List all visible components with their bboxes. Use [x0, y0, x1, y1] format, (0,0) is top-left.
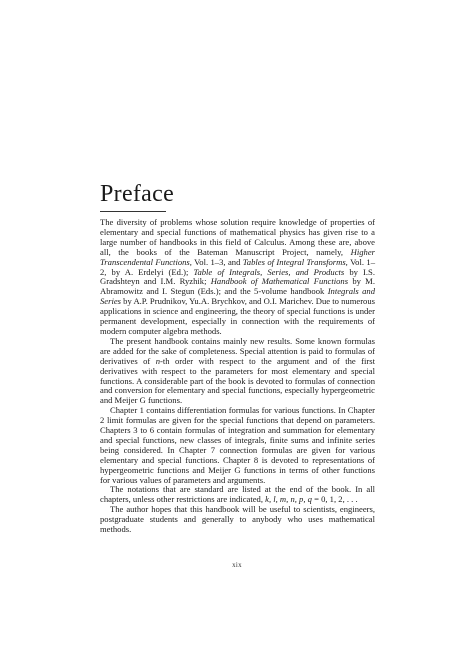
- paragraph-text: = 0, 1, 2, . . .: [311, 494, 358, 505]
- chapter-title: Preface: [100, 181, 175, 207]
- italic-title-text: k, l, m, n, p, q: [265, 494, 312, 505]
- italic-title-text: Integrals and Series: [100, 286, 376, 307]
- paragraph-text: The notations that are standard are listed at the end of the book. In all chapters, unless other restrictions are indicated,: [100, 484, 375, 505]
- paragraph-text: by M. Abramowitz and I. Stegun (Eds.); and the 5-volume handbook: [100, 276, 375, 297]
- paragraph-text: by I.S. Gradshteyn and I.M. Ryzhik;: [100, 266, 375, 287]
- preface-paragraph: [100, 337, 375, 406]
- italic-title-text: Higher Transcendental Functions: [100, 246, 375, 267]
- paragraph-text: , Vol. 1–2, by A. Erdelyi (Ed.);: [100, 256, 375, 277]
- paragraph-text: The author hopes that this handbook will be useful to scientists, engineers, postgraduate students and generally to anybody who uses mathematical methods.: [100, 504, 375, 535]
- paragraph-text: , Vol. 1–3, and: [189, 256, 243, 267]
- paragraph-text: The diversity of problems whose solution require knowledge of properties of elementary and special functions of mathematical physics has given rise to a large number of handbooks in this field of Calculus. Among these are, above all, the books of the Bateman Manuscript Project, namely,: [100, 217, 375, 257]
- paragraph-text: -th order with respect to the argument and of the first derivatives with respect to the parameters for most elementary and special functions. A considerable part of the book is devoted to formulas of connection and conversion for elementary and special functions, especially hypergeometric and Meijer G functions.: [100, 355, 375, 406]
- paragraph-text: by A.P. Prudnikov, Yu.A. Brychkov, and O.I. Marichev. Due to numerous applications in science and engineering, the theory of special functions is under permanent development, especially in connection with the requirements of modern computer algebra methods.: [100, 296, 375, 336]
- italic-title-text: Table of Integrals, Series, and Products: [193, 266, 345, 277]
- italic-title-text: n: [155, 355, 161, 366]
- preface-paragraph: [100, 505, 375, 535]
- preface-paragraph: [100, 218, 375, 337]
- chapter-heading-block: [100, 180, 375, 212]
- title-underline: [100, 211, 166, 212]
- paragraph-text: The present handbook contains mainly new results. Some known formulas are added for the sake of completeness. Special attention is paid to formulas of derivatives of: [100, 335, 375, 366]
- paragraph-text: Chapter 1 contains differentiation formulas for various functions. In Chapter 2 limit formulas are given for the special functions that depend on parameters. Chapters 3 to 6 contain formulas of integration and summation for elementary and special functions, new classes of integrals, finite sums and infinite series being considered. In Chapter 7 connection formulas are given for various elementary and special functions. Chapter 8 is devoted to representations of hypergeometric functions and Meijer G functions in terms of other functions for various values of parameters and arguments.: [100, 405, 375, 485]
- page-number: xix: [232, 561, 242, 569]
- preface-paragraph: [100, 485, 375, 505]
- italic-title-text: Handbook of Mathematical Functions: [210, 276, 349, 287]
- preface-body: [100, 218, 375, 535]
- preface-paragraph: [100, 406, 375, 485]
- italic-title-text: Tables of Integral Transforms: [242, 256, 346, 267]
